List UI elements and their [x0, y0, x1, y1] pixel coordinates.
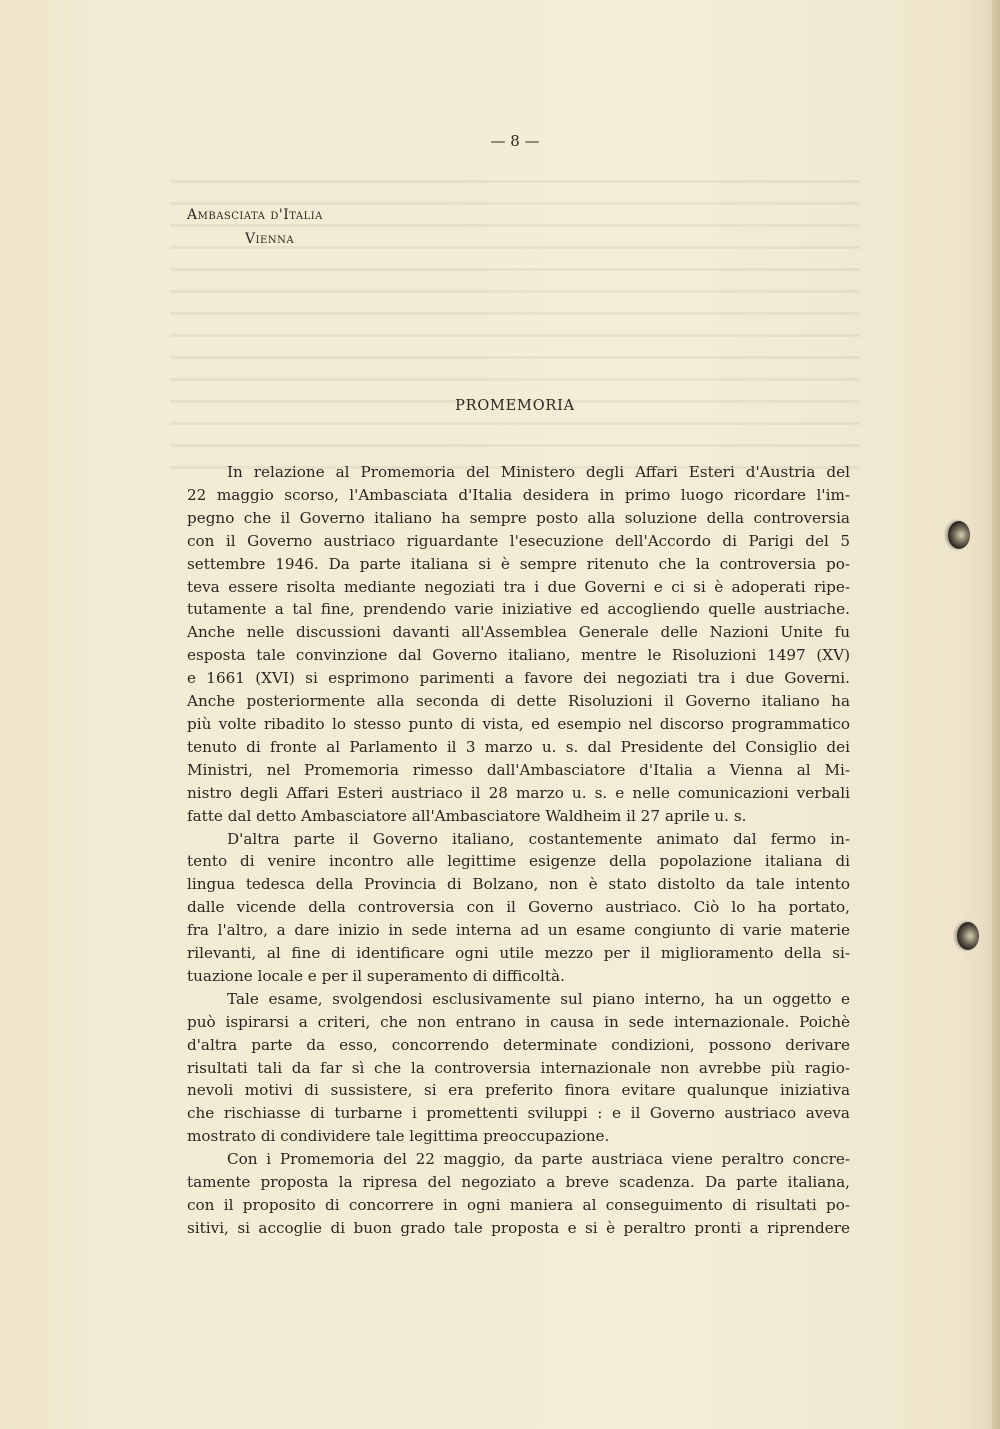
body-line: Tale esame, svolgendosi esclusivamente sul piano interno, ha un oggetto e: [227, 989, 850, 1008]
body-line: risultati tali da far sì che la controversia internazionale non avrebbe più ragio-: [187, 1058, 850, 1077]
punch-hole-icon: [948, 521, 970, 549]
page-number: — 8 —: [490, 132, 540, 150]
body-line: tento di venire incontro alle legittime esigenze della popolazione italiana di: [187, 852, 850, 871]
body-line: con il proposito di concorrere in ogni maniera al conseguimento di risultati po-: [187, 1196, 850, 1214]
body-line: Ministri, nel Promemoria rimesso dall'Ambasciatore d'Italia a Vienna al Mi-: [187, 760, 850, 779]
punch-hole-icon: [957, 922, 979, 950]
body-line: fatte dal detto Ambasciatore all'Ambasciatore Waldheim il 27 aprile u. s.: [187, 806, 747, 825]
body-line: che rischiasse di turbarne i promettenti sviluppi : e il Governo austriaco aveva: [187, 1104, 850, 1123]
body-line: esposta tale convinzione dal Governo italiano, mentre le Risoluzioni 1497 (XV): [187, 646, 850, 665]
body-line: teva essere risolta mediante negoziati tra i due Governi e ci si è adoperati ripe-: [187, 577, 850, 596]
body-line: fra l'altro, a dare inizio in sede interna ad un esame congiunto di varie materie: [187, 921, 850, 940]
document-title: PROMEMORIA: [455, 398, 575, 414]
body-line: tutamente a tal fine, prendendo varie iniziative ed accogliendo quelle austriache.: [187, 600, 850, 619]
body-line: pegno che il Governo italiano ha sempre posto alla soluzione della controversia: [187, 508, 850, 527]
body-line: Anche posteriormente alla seconda di dette Risoluzioni il Governo italiano ha: [187, 692, 850, 711]
body-line: tenuto di fronte al Parlamento il 3 marzo u. s. dal Presidente del Consiglio dei: [187, 737, 850, 756]
body-text: [187, 461, 850, 1240]
body-line: D'altra parte il Governo italiano, costantemente animato dal fermo in-: [227, 829, 850, 848]
body-line: Anche nelle discussioni davanti all'Assemblea Generale delle Nazioni Unite fu: [187, 623, 850, 642]
sender-line-1: Ambasciata d'Italia: [187, 207, 323, 223]
body-line: mostrato di condividere tale legittima preoccupazione.: [187, 1127, 610, 1146]
body-line: 22 maggio scorso, l'Ambasciata d'Italia desidera in primo luogo ricordare l'im-: [187, 485, 850, 504]
sender-line-2: Vienna: [245, 231, 295, 247]
body-line: d'altra parte da esso, concorrendo determinate condizioni, possono derivare: [187, 1035, 850, 1054]
page-edge: [992, 0, 1000, 1429]
body-line: Con i Promemoria del 22 maggio, da parte austriaca viene peraltro concre-: [227, 1150, 850, 1169]
body-line: rilevanti, al fine di identificare ogni utile mezzo per il miglioramento della si-: [187, 944, 850, 963]
body-line: In relazione al Promemoria del Ministero degli Affari Esteri d'Austria del: [227, 463, 850, 481]
body-line: nevoli motivi di sussistere, si era preferito finora evitare qualunque iniziativa: [187, 1081, 850, 1100]
sender-block: [187, 203, 323, 251]
body-line: con il Governo austriaco riguardante l'esecuzione dell'Accordo di Parigi del 5: [187, 531, 850, 550]
body-line: tamente proposta la ripresa del negoziato a breve scadenza. Da parte italiana,: [187, 1173, 850, 1192]
body-line: nistro degli Affari Esteri austriaco il 28 marzo u. s. e nelle comunicazioni verbali: [187, 783, 850, 802]
body-line: più volte ribadito lo stesso punto di vista, ed esempio nel discorso programmatico: [187, 714, 850, 733]
body-line: settembre 1946. Da parte italiana si è sempre ritenuto che la controversia po-: [187, 554, 850, 573]
body-line: lingua tedesca della Provincia di Bolzano, non è stato distolto da tale intento: [187, 875, 850, 894]
body-line: può ispirarsi a criteri, che non entrano in causa in sede internazionale. Poichè: [187, 1012, 850, 1031]
body-line: e 1661 (XVI) si esprimono parimenti a favore dei negoziati tra i due Governi.: [187, 669, 850, 688]
body-line: sitivi, si accoglie di buon grado tale proposta e si è peraltro pronti a riprendere: [187, 1218, 850, 1237]
body-line: dalle vicende della controversia con il Governo austriaco. Ciò lo ha portato,: [187, 898, 850, 917]
body-line: tuazione locale e per il superamento di difficoltà.: [187, 966, 565, 985]
